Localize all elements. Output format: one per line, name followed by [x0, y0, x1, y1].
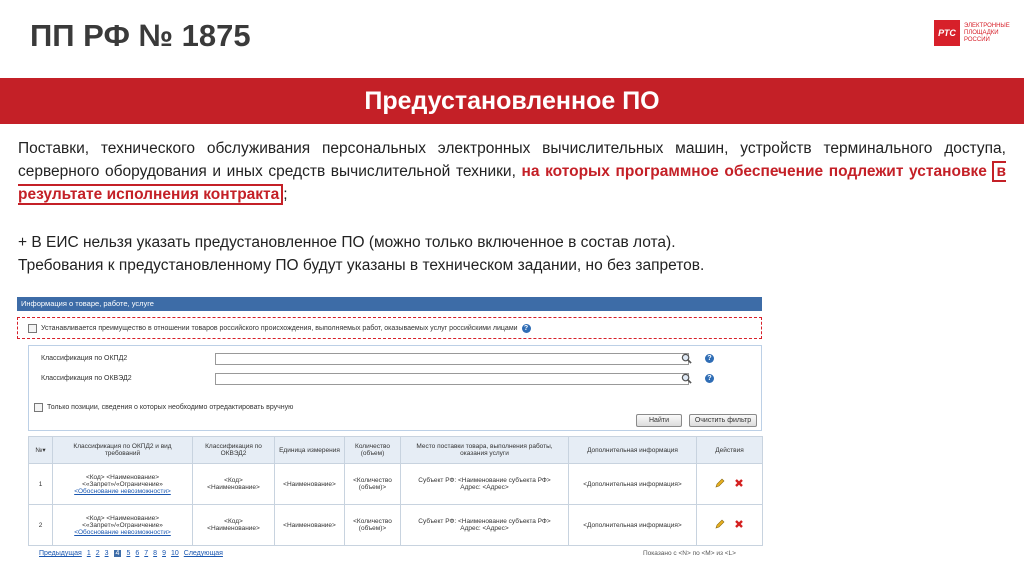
- okved-code: <Код>: [224, 477, 243, 484]
- pagination-page[interactable]: 2: [95, 550, 100, 557]
- unit-cell: <Наименование>: [275, 505, 345, 546]
- rts-logo: [934, 20, 1008, 46]
- justification-link[interactable]: <Обоснование невозможности>: [74, 528, 171, 536]
- search-icon[interactable]: [681, 373, 692, 384]
- place-region: Субъект РФ: <Наименование субъекта РФ>: [418, 477, 551, 484]
- pagination-page[interactable]: 8: [153, 550, 158, 557]
- paragraph-eis-line1: + В ЕИС нельзя указать предустановленное ПО (можно только включенное в состав лота).: [18, 234, 676, 251]
- info-cell: <Дополнительная информация>: [569, 505, 697, 546]
- place-cell: [401, 464, 569, 505]
- column-header[interactable]: Место поставки товара, выполнения работы, оказания услуги: [401, 437, 569, 464]
- preference-row: [17, 317, 762, 339]
- okpd-cell: [53, 464, 193, 505]
- paragraph-supplies-highlight: на которых программное обеспечение подлежит установке: [521, 163, 993, 180]
- filter-panel: [28, 345, 762, 431]
- pagination-page[interactable]: 5: [126, 550, 131, 557]
- quantity-cell: [345, 505, 401, 546]
- justification-link[interactable]: <Обоснование невозможности>: [74, 487, 171, 495]
- help-icon[interactable]: ?: [705, 374, 714, 383]
- place-cell: [401, 505, 569, 546]
- pagination-prev[interactable]: Предыдущая: [39, 550, 82, 557]
- rts-logo-text: ЭЛЕКТРОННЫЕ ПЛОЩАДКИ РОССИИ: [964, 22, 1010, 43]
- panel-header: Информация о товаре, работе, услуге: [17, 297, 762, 311]
- column-header: Действия: [697, 437, 763, 464]
- paragraph-supplies: [18, 137, 1006, 206]
- pencil-icon[interactable]: [715, 519, 725, 529]
- okpd-restriction: <«Запрет»/«Ограничение»: [82, 521, 163, 529]
- help-icon[interactable]: ?: [705, 354, 714, 363]
- actions-cell: [697, 505, 763, 546]
- quantity-line1: <Количество: [353, 518, 392, 525]
- slide-title: ПП РФ № 1875: [30, 18, 251, 53]
- actions-cell: [697, 464, 763, 505]
- preference-label: Устанавливается преимущество в отношении товаров российского происхождения, выполняемых работ, оказываемых услуг российскими лицами: [41, 324, 518, 332]
- paragraph-supplies-boxed: в результате исполнения контракта: [18, 163, 1006, 203]
- find-button[interactable]: Найти: [636, 414, 682, 427]
- table-header-row: [29, 437, 763, 464]
- pagination: [39, 550, 228, 557]
- pagination-info: Показано с <N> по <M> из <L>: [643, 550, 736, 557]
- okpd-code: <Код> <Наименование>: [85, 514, 160, 522]
- okpd-restriction: <«Запрет»/«Ограничение»: [82, 480, 163, 488]
- pagination-page[interactable]: 7: [144, 550, 149, 557]
- place-address: Адрес: <Адрес>: [460, 484, 509, 491]
- place-region: Субъект РФ: <Наименование субъекта РФ>: [418, 518, 551, 525]
- column-header[interactable]: №▾: [29, 437, 53, 464]
- column-header[interactable]: Дополнительная информация: [569, 437, 697, 464]
- okpd-label: Классификация по ОКПД2: [41, 355, 128, 362]
- okpd-code: <Код> <Наименование>: [85, 473, 160, 481]
- quantity-cell: [345, 464, 401, 505]
- okved-code: <Код>: [224, 518, 243, 525]
- table-row: [29, 464, 763, 505]
- pagination-page[interactable]: 10: [170, 550, 179, 557]
- pagination-next[interactable]: Следующая: [183, 550, 223, 557]
- okved-cell: [193, 464, 275, 505]
- column-header[interactable]: Классификация по ОКПД2 и вид требований: [53, 437, 193, 464]
- only-edit-checkbox[interactable]: [34, 403, 43, 412]
- quantity-line2: (объем)>: [358, 484, 387, 491]
- info-cell: <Дополнительная информация>: [569, 464, 697, 505]
- only-edit-label: Только позиции, сведения о которых необходимо отредактировать вручную: [47, 404, 294, 411]
- pagination-page[interactable]: 9: [162, 550, 166, 557]
- okpd-input[interactable]: [215, 353, 689, 365]
- okved-label: Классификация по ОКВЭД2: [41, 375, 132, 382]
- pagination-page[interactable]: 1: [86, 550, 91, 557]
- row-number: 2: [29, 505, 53, 546]
- column-header[interactable]: Классификация по ОКВЭД2: [193, 437, 275, 464]
- okved-input[interactable]: [215, 373, 689, 385]
- column-header[interactable]: Количество (объем): [345, 437, 401, 464]
- paragraph-eis-line2: Требования к предустановленному ПО будут указаны в техническом задании, но без запретов.: [18, 257, 705, 274]
- rts-logo-mark: РТС: [934, 20, 960, 46]
- paragraph-supplies-text: Поставки, технического обслуживания персональных электронных вычислительных машин, устройств терминального доступа, серверного оборудования и иных средств вычислительной техники,: [18, 140, 1006, 180]
- paragraph-supplies-tail: ;: [283, 186, 288, 203]
- pagination-page[interactable]: 6: [135, 550, 140, 557]
- row-number: 1: [29, 464, 53, 505]
- help-icon[interactable]: ?: [522, 324, 531, 333]
- okved-name: <Наименование>: [207, 525, 260, 532]
- items-table: [28, 436, 763, 546]
- quantity-line1: <Количество: [353, 477, 392, 484]
- place-address: Адрес: <Адрес>: [460, 525, 509, 532]
- paragraph-eis: [18, 231, 1006, 277]
- search-icon[interactable]: [681, 353, 692, 364]
- unit-cell: <Наименование>: [275, 464, 345, 505]
- only-edit-row: [34, 403, 293, 412]
- pagination-page[interactable]: 3: [104, 550, 109, 557]
- table-row: [29, 505, 763, 546]
- delete-icon[interactable]: [734, 478, 744, 488]
- okved-cell: [193, 505, 275, 546]
- okpd-cell: [53, 505, 193, 546]
- pencil-icon[interactable]: [715, 478, 725, 488]
- column-header[interactable]: Единица измерения: [275, 437, 345, 464]
- clear-filter-button[interactable]: Очистить фильтр: [689, 414, 757, 427]
- section-banner: Предустановленное ПО: [0, 78, 1024, 124]
- preference-checkbox[interactable]: [28, 324, 37, 333]
- okved-name: <Наименование>: [207, 484, 260, 491]
- eis-form-screenshot: [17, 297, 762, 563]
- pagination-current-page: 4: [115, 550, 120, 557]
- delete-icon[interactable]: [734, 519, 744, 529]
- quantity-line2: (объем)>: [358, 525, 387, 532]
